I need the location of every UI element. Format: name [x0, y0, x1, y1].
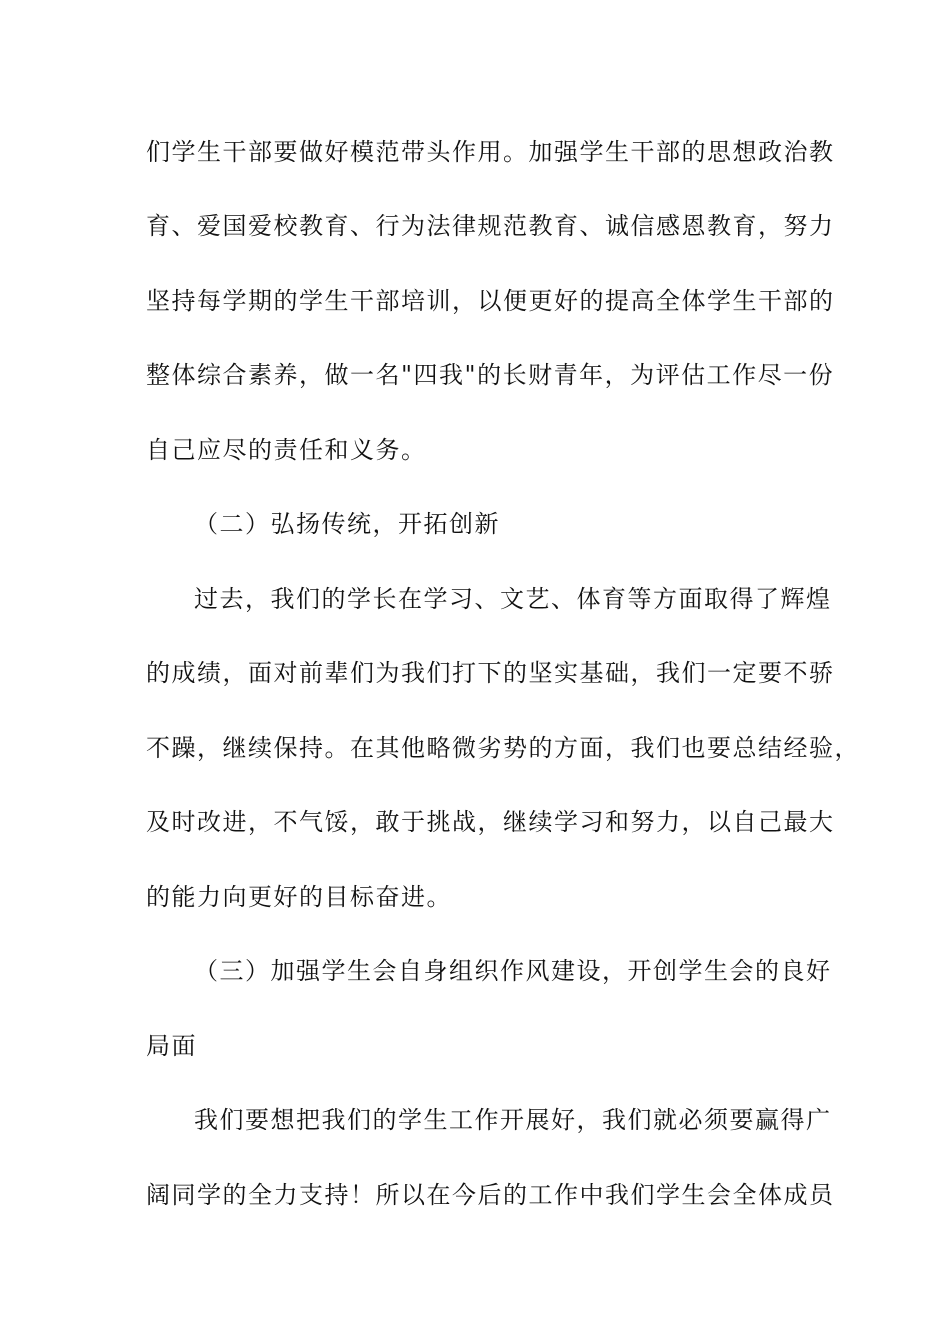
paragraph-line: 坚持每学期的学生干部培训，以便更好的提高全体学生干部的 [146, 287, 835, 315]
paragraph-line: 过去，我们的学长在学习、文艺、体育等方面取得了辉煌 [194, 585, 832, 613]
paragraph-line: 育、爱国爱校教育、行为法律规范教育、诚信感恩教育，努力 [146, 212, 835, 240]
section-heading: （二）弘扬传统，开拓创新 [194, 510, 500, 538]
paragraph-line: 阔同学的全力支持！所以在今后的工作中我们学生会全体成员 [146, 1181, 835, 1209]
paragraph-line: 我们要想把我们的学生工作开展好，我们就必须要赢得广 [194, 1106, 832, 1134]
section-heading: （三）加强学生会自身组织作风建设，开创学生会的良好 [194, 957, 832, 985]
paragraph-line: 自己应尽的责任和义务。 [146, 436, 427, 464]
paragraph-line: 整体综合素养，做一名"四我"的长财青年，为评估工作尽一份 [146, 361, 835, 389]
paragraph-line: 的成绩，面对前辈们为我们打下的坚实基础，我们一定要不骄 [146, 659, 835, 687]
section-heading-continuation: 局面 [146, 1032, 197, 1060]
paragraph-line: 及时改进，不气馁，敢于挑战，继续学习和努力，以自己最大 [146, 808, 835, 836]
paragraph-line: 们学生干部要做好模范带头作用。加强学生干部的思想政治教 [146, 138, 835, 166]
paragraph-line: 的能力向更好的目标奋进。 [146, 883, 452, 911]
paragraph-line: 不躁，继续保持。在其他略微劣势的方面，我们也要总结经验， [146, 734, 860, 762]
